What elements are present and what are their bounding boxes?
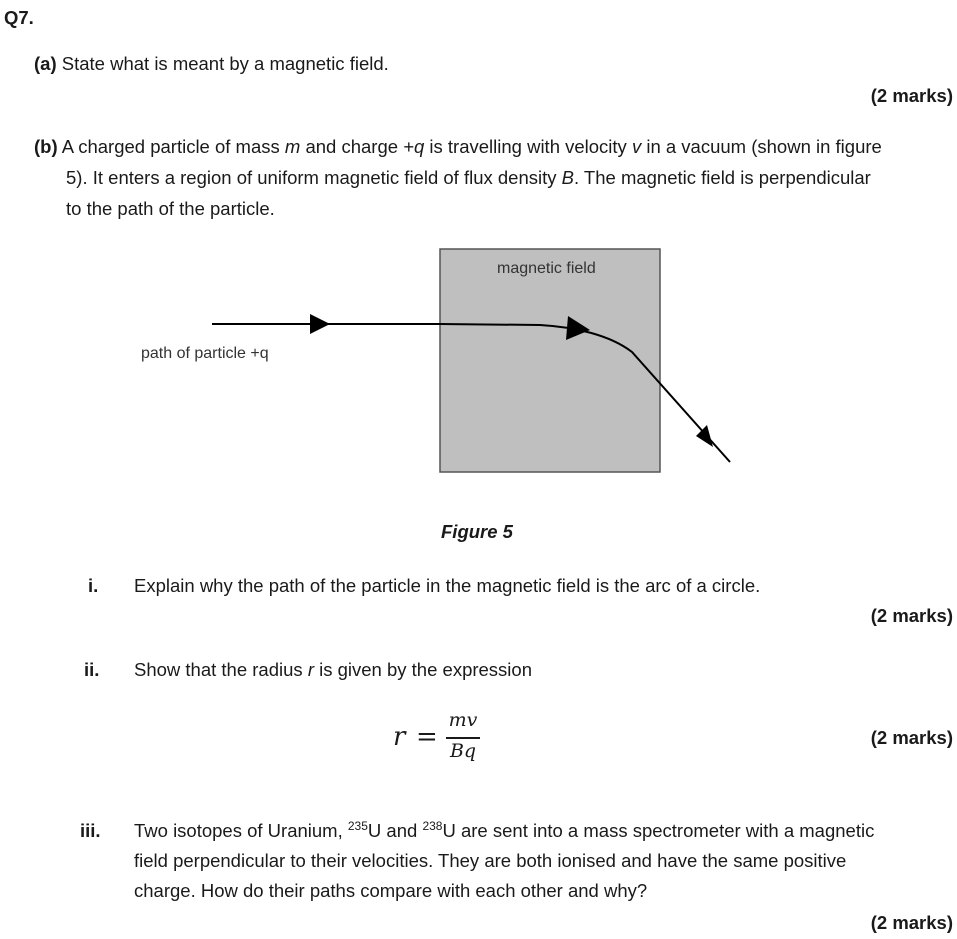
question-number: Q7. [4, 7, 34, 28]
part-b-text-3: is travelling with velocity [424, 136, 632, 157]
isotope-2-mass: 238 [422, 819, 443, 833]
magnetic-field-region [440, 249, 660, 472]
sub-iii-label: iii. [80, 820, 101, 841]
arrowhead-1-icon [310, 314, 330, 334]
sub-ii-text-2: is given by the expression [313, 659, 532, 680]
part-b-text-5: 5). It enters a region of uniform magnetic field of flux density [66, 167, 562, 188]
magnetic-field-label: magnetic field [497, 260, 596, 277]
part-a-text: State what is meant by a magnetic field. [61, 53, 389, 74]
path-label: path of particle +q [141, 345, 269, 362]
sub-iii-line3: charge. How do their paths compare with each other and why? [134, 880, 648, 901]
var-v: v [631, 136, 642, 157]
sub-ii-text-1: Show that the radius [134, 659, 308, 680]
var-r: r [307, 659, 314, 680]
part-b-text-6: . The magnetic field is perpendicular [573, 167, 871, 188]
isotope-2-symbol: U [442, 820, 456, 841]
figure-caption: Figure 5 [441, 521, 513, 542]
sub-ii-marks: (2 marks) [870, 727, 953, 748]
sub-i-label: i. [88, 575, 99, 596]
var-B: B [561, 167, 574, 188]
part-b-text-4: in a vacuum (shown in figure [641, 136, 882, 157]
sub-ii-text [134, 654, 532, 685]
equation-lhs: r [393, 722, 406, 752]
sub-iii-line2: field perpendicular to their velocities. They are both ionised and have the same positive [134, 850, 847, 871]
sub-i-marks: (2 marks) [870, 605, 953, 626]
sub-iii-text-2: are sent into a mass spectrometer with a magnetic [455, 820, 875, 841]
var-q: +q [403, 136, 425, 157]
sub-iii-marks: (2 marks) [870, 912, 953, 933]
part-a-marks: (2 marks) [870, 85, 953, 106]
fraction-bar [446, 737, 480, 739]
equation-equals: = [416, 722, 438, 752]
sub-iii-and: and [381, 820, 423, 841]
var-m: m [284, 136, 301, 157]
part-b-text-1: A charged particle of mass [61, 136, 285, 157]
isotope-1-symbol: U [367, 820, 382, 841]
equation-numerator: mv [448, 709, 478, 731]
equation-denominator: Bq [449, 740, 477, 762]
sub-ii-label: ii. [84, 659, 100, 680]
part-b-text-2: and charge [300, 136, 404, 157]
part-b-line3: to the path of the particle. [66, 198, 275, 219]
sub-i-text: Explain why the path of the particle in the magnetic field is the arc of a circle. [134, 575, 761, 596]
part-b-label: (b) [34, 136, 58, 157]
arrowhead-3-icon [696, 425, 713, 447]
sub-iii-text-1: Two isotopes of Uranium, [134, 820, 348, 841]
sub-iii-line1 [134, 815, 874, 849]
isotope-1-mass: 235 [347, 819, 368, 833]
part-a-label: (a) [34, 53, 57, 74]
